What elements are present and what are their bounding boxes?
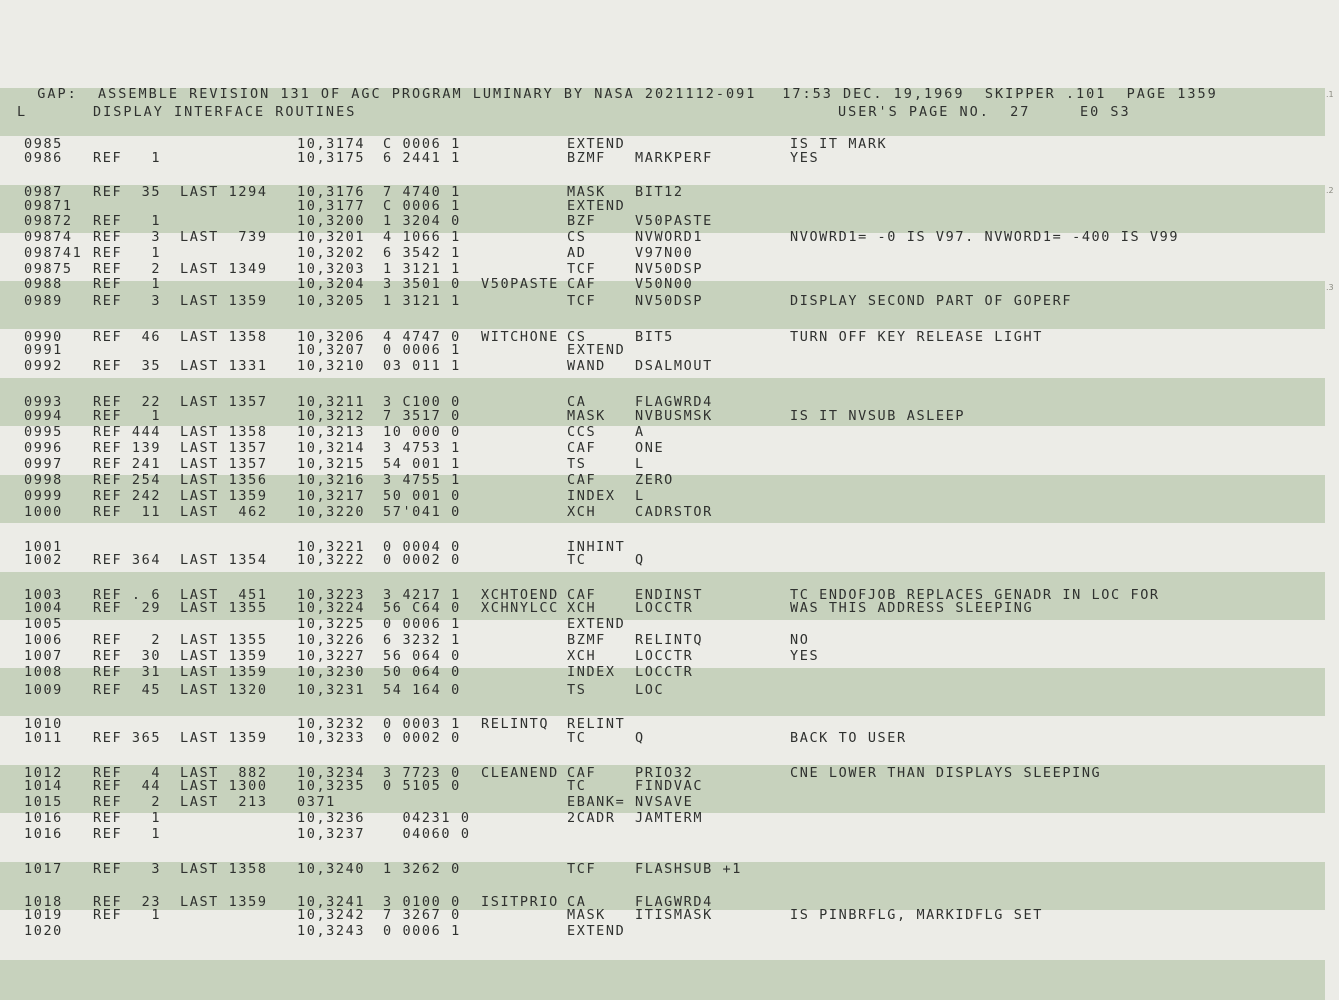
listing-line-number: 0990 xyxy=(24,329,63,345)
listing-line-number: 1015 xyxy=(24,794,63,810)
listing-line-number: 1018 xyxy=(24,894,63,910)
listing-operand: ONE xyxy=(635,440,665,456)
listing-ref-count: REF 241 xyxy=(93,456,162,472)
listing-address: 10,3205 xyxy=(297,293,366,309)
listing-octal-code: 0 0006 1 xyxy=(383,616,461,632)
listing-octal-code: 56 C64 0 xyxy=(383,600,461,616)
listing-comment: TURN OFF KEY RELEASE LIGHT xyxy=(790,329,1043,345)
listing-comment: WAS THIS ADDRESS SLEEPING xyxy=(790,600,1034,616)
listing-ref-count: REF 1 xyxy=(93,245,162,261)
listing-operand: FLAGWRD4 xyxy=(635,894,713,910)
listing-opcode: TCF xyxy=(567,261,597,277)
listing-address: 10,3201 xyxy=(297,229,366,245)
listing-opcode: TC xyxy=(567,778,587,794)
margin-mark: .3 xyxy=(1326,283,1334,292)
listing-last-ref: LAST 1359 xyxy=(180,730,268,746)
listing-octal-code: 3 0100 0 xyxy=(383,894,461,910)
listing-address: 10,3240 xyxy=(297,861,366,877)
listing-octal-code: 7 3517 0 xyxy=(383,408,461,424)
listing-comment: BACK TO USER xyxy=(790,730,907,746)
listing-opcode: EXTEND xyxy=(567,198,626,214)
listing-opcode: CCS xyxy=(567,424,597,440)
listing-address: 10,3176 xyxy=(297,184,366,200)
listing-opcode: TS xyxy=(567,456,587,472)
listing-opcode: TCF xyxy=(567,293,597,309)
listing-opcode: EXTEND xyxy=(567,923,626,939)
listing-octal-code: 4 1066 1 xyxy=(383,229,461,245)
listing-line-number: 1008 xyxy=(24,664,63,680)
listing-line-number: 1000 xyxy=(24,504,63,520)
listing-ref-count: REF 11 xyxy=(93,504,162,520)
listing-opcode: RELINT xyxy=(567,716,626,732)
listing-address: 10,3207 xyxy=(297,342,366,358)
listing-address: 10,3230 xyxy=(297,664,366,680)
listing-address: 10,3214 xyxy=(297,440,366,456)
listing-line-number: 09875 xyxy=(24,261,73,277)
listing-operand: L xyxy=(635,456,645,472)
listing-opcode: CA xyxy=(567,894,587,910)
listing-ref-count: REF 3 xyxy=(93,861,162,877)
listing-address: 10,3243 xyxy=(297,923,366,939)
listing-operand: ENDINST xyxy=(635,587,704,603)
listing-address: 10,3223 xyxy=(297,587,366,603)
listing-opcode: XCH xyxy=(567,504,597,520)
listing-opcode: CAF xyxy=(567,765,597,781)
listing-address: 10,3220 xyxy=(297,504,366,520)
listing-octal-code: 3 4755 1 xyxy=(383,472,461,488)
listing-address: 10,3241 xyxy=(297,894,366,910)
listing-octal-code: 0 5105 0 xyxy=(383,778,461,794)
listing-operand: NV50DSP xyxy=(635,293,704,309)
listing-opcode: WAND xyxy=(567,358,606,374)
listing-opcode: TC xyxy=(567,552,587,568)
listing-address: 10,3226 xyxy=(297,632,366,648)
header-right: 17:53 DEC. 19,1969 SKIPPER .101 PAGE 1359 xyxy=(782,86,1218,102)
listing-line-number: 1016 xyxy=(24,826,63,842)
listing-opcode: CAF xyxy=(567,440,597,456)
listing-operand: V50N00 xyxy=(635,276,694,292)
listing-octal-code: 04060 0 xyxy=(383,826,471,842)
listing-address: 10,3210 xyxy=(297,358,366,374)
listing-opcode: TC xyxy=(567,730,587,746)
listing-ref-count: REF 45 xyxy=(93,682,162,698)
listing-address: 10,3202 xyxy=(297,245,366,261)
listing-opcode: CS xyxy=(567,329,587,345)
listing-operand: MARKPERF xyxy=(635,150,713,166)
listing-line-number: 1016 xyxy=(24,810,63,826)
listing-octal-code: C 0006 1 xyxy=(383,136,461,152)
listing-last-ref: LAST 1331 xyxy=(180,358,268,374)
listing-line-number: 1017 xyxy=(24,861,63,877)
listing-opcode: CA xyxy=(567,394,587,410)
listing-last-ref: LAST 1355 xyxy=(180,632,268,648)
listing-line-number: 1011 xyxy=(24,730,63,746)
listing-address: 10,3211 xyxy=(297,394,366,410)
listing-operand: NVSAVE xyxy=(635,794,694,810)
listing-opcode: TCF xyxy=(567,861,597,877)
listing-octal-code: 50 001 0 xyxy=(383,488,461,504)
listing-comment: IS IT NVSUB ASLEEP xyxy=(790,408,966,424)
listing-address: 10,3234 xyxy=(297,765,366,781)
listing-line-number: 1019 xyxy=(24,907,63,923)
listing-opcode: EXTEND xyxy=(567,342,626,358)
listing-octal-code: 04231 0 xyxy=(383,810,471,826)
listing-symbol-label: V50PASTE xyxy=(481,276,559,292)
listing-opcode: CAF xyxy=(567,472,597,488)
listing-ref-count: REF 2 xyxy=(93,632,162,648)
listing-address: 10,3216 xyxy=(297,472,366,488)
listing-address: 10,3235 xyxy=(297,778,366,794)
listing-operand: LOCCTR xyxy=(635,664,694,680)
listing-ref-count: REF 3 xyxy=(93,229,162,245)
listing-ref-count: REF 1 xyxy=(93,276,162,292)
listing-operand: NVWORD1 xyxy=(635,229,704,245)
listing-line-number: 0993 xyxy=(24,394,63,410)
listing-octal-code: 3 3501 0 xyxy=(383,276,461,292)
listing-octal-code: 1 3121 1 xyxy=(383,293,461,309)
listing-octal-code: 56 064 0 xyxy=(383,648,461,664)
listing-octal-code: 10 000 0 xyxy=(383,424,461,440)
listing-opcode: MASK xyxy=(567,184,606,200)
listing-symbol-label: ISITPRIO xyxy=(481,894,559,910)
listing-ref-count: REF 1 xyxy=(93,907,162,923)
listing-last-ref: LAST 1357 xyxy=(180,456,268,472)
listing-last-ref: LAST 1355 xyxy=(180,600,268,616)
listing-operand: LOC xyxy=(635,682,665,698)
listing-octal-code: 3 4217 1 xyxy=(383,587,461,603)
listing-ref-count: REF 3 xyxy=(93,293,162,309)
listing-comment: NVOWRD1= -0 IS V97. NVWORD1= -400 IS V99 xyxy=(790,229,1180,245)
listing-line-number: 1007 xyxy=(24,648,63,664)
listing-last-ref: LAST 1358 xyxy=(180,861,268,877)
listing-ref-count: REF 242 xyxy=(93,488,162,504)
listing-line-number: 0994 xyxy=(24,408,63,424)
listing-operand: FLAGWRD4 xyxy=(635,394,713,410)
listing-octal-code: 03 011 1 xyxy=(383,358,461,374)
listing-ref-count: REF 31 xyxy=(93,664,162,680)
listing-octal-code: 57'041 0 xyxy=(383,504,461,520)
listing-opcode: TS xyxy=(567,682,587,698)
listing-ref-count: REF 46 xyxy=(93,329,162,345)
listing-operand: Q xyxy=(635,552,645,568)
listing-octal-code: 3 7723 0 xyxy=(383,765,461,781)
listing-last-ref: LAST 213 xyxy=(180,794,268,810)
listing-line-number: 0995 xyxy=(24,424,63,440)
listing-address: 10,3200 xyxy=(297,213,366,229)
listing-address: 10,3206 xyxy=(297,329,366,345)
listing-comment: YES xyxy=(790,150,820,166)
listing-line-number: 1002 xyxy=(24,552,63,568)
listing-operand: JAMTERM xyxy=(635,810,704,826)
listing-line-number: 09872 xyxy=(24,213,73,229)
listing-last-ref: LAST 1359 xyxy=(180,488,268,504)
listing-address: 10,3242 xyxy=(297,907,366,923)
listing-last-ref: LAST 1354 xyxy=(180,552,268,568)
listing-line-number: 1012 xyxy=(24,765,63,781)
listing-comment: TC ENDOFJOB REPLACES GENADR IN LOC FOR xyxy=(790,587,1160,603)
listing-opcode: BZMF xyxy=(567,150,606,166)
listing-line-number: 0997 xyxy=(24,456,63,472)
listing-last-ref: LAST 462 xyxy=(180,504,268,520)
listing-last-ref: LAST 1359 xyxy=(180,293,268,309)
listing-operand: BIT12 xyxy=(635,184,684,200)
listing-operand: L xyxy=(635,488,645,504)
margin-mark: .2 xyxy=(1326,186,1334,195)
listing-operand: ZERO xyxy=(635,472,674,488)
listing-comment: IS PINBRFLG, MARKIDFLG SET xyxy=(790,907,1043,923)
listing-operand: PRIO32 xyxy=(635,765,694,781)
listing-opcode: CAF xyxy=(567,587,597,603)
listing-line-number: 0988 xyxy=(24,276,63,292)
listing-last-ref: LAST 1359 xyxy=(180,664,268,680)
listing-opcode: EXTEND xyxy=(567,136,626,152)
listing-ref-count: REF 1 xyxy=(93,408,162,424)
margin-mark: .1 xyxy=(1326,90,1334,99)
listing-address: 10,3215 xyxy=(297,456,366,472)
listing-ref-count: REF . 6 xyxy=(93,587,162,603)
listing-opcode: EBANK= xyxy=(567,794,626,810)
listing-octal-code: 1 3204 0 xyxy=(383,213,461,229)
listing-symbol-label: XCHNYLCC xyxy=(481,600,559,616)
listing-opcode: INDEX xyxy=(567,488,616,504)
listing-last-ref: LAST 1358 xyxy=(180,424,268,440)
listing-operand: Q xyxy=(635,730,645,746)
listing-address: 10,3232 xyxy=(297,716,366,732)
print-header xyxy=(17,70,756,102)
listing-octal-code: 3 C100 0 xyxy=(383,394,461,410)
listing-opcode: MASK xyxy=(567,907,606,923)
listing-line-number: 0989 xyxy=(24,293,63,309)
listing-last-ref: LAST 1356 xyxy=(180,472,268,488)
listing-line-number: 0991 xyxy=(24,342,63,358)
listing-last-ref: LAST 882 xyxy=(180,765,268,781)
listing-opcode: 2CADR xyxy=(567,810,616,826)
listing-last-ref: LAST 1320 xyxy=(180,682,268,698)
listing-line-number: 1020 xyxy=(24,923,63,939)
listing-last-ref: LAST 1359 xyxy=(180,648,268,664)
listing-last-ref: LAST 451 xyxy=(180,587,268,603)
listing-ref-count: REF 22 xyxy=(93,394,162,410)
listing-operand: ITISMASK xyxy=(635,907,713,923)
listing-opcode: EXTEND xyxy=(567,616,626,632)
listing-address: 10,3174 xyxy=(297,136,366,152)
listing-line-number: 1004 xyxy=(24,600,63,616)
listing-line-number: 1001 xyxy=(24,539,63,555)
listing-line-number: 0996 xyxy=(24,440,63,456)
listing-last-ref: LAST 1300 xyxy=(180,778,268,794)
listing-line-number: 0999 xyxy=(24,488,63,504)
listing-octal-code: 0 0002 0 xyxy=(383,552,461,568)
listing-address: 10,3227 xyxy=(297,648,366,664)
listing-ref-count: REF 1 xyxy=(93,826,162,842)
listing-octal-code: 7 4740 1 xyxy=(383,184,461,200)
listing-comment: NO xyxy=(790,632,810,648)
listing-address: 10,3222 xyxy=(297,552,366,568)
listing-octal-code: 0 0006 1 xyxy=(383,342,461,358)
listing-line-number: 1006 xyxy=(24,632,63,648)
listing-octal-code: 3 4753 1 xyxy=(383,440,461,456)
listing-address: 10,3237 xyxy=(297,826,366,842)
listing-opcode: XCH xyxy=(567,600,597,616)
listing-line-number: 09871 xyxy=(24,198,73,214)
listing-operand: A xyxy=(635,424,645,440)
listing-ref-count: REF 29 xyxy=(93,600,162,616)
listing-ref-count: REF 30 xyxy=(93,648,162,664)
listing-octal-code: C 0006 1 xyxy=(383,198,461,214)
listing-line-number: 1014 xyxy=(24,778,63,794)
users-page-number: USER'S PAGE NO. 27 xyxy=(838,104,1031,120)
listing-octal-code: 54 164 0 xyxy=(383,682,461,698)
listing-ref-count: REF 444 xyxy=(93,424,162,440)
listing-octal-code: 50 064 0 xyxy=(383,664,461,680)
listing-ref-count: REF 139 xyxy=(93,440,162,456)
listing-octal-code: 6 3542 1 xyxy=(383,245,461,261)
listing-last-ref: LAST 739 xyxy=(180,229,268,245)
listing-line-number: 1010 xyxy=(24,716,63,732)
listing-comment: CNE LOWER THAN DISPLAYS SLEEPING xyxy=(790,765,1102,781)
listing-octal-code: 54 001 1 xyxy=(383,456,461,472)
listing-line-number: 1003 xyxy=(24,587,63,603)
listing-operand: DSALMOUT xyxy=(635,358,713,374)
listing-operand: V97N00 xyxy=(635,245,694,261)
listing-address: 10,3217 xyxy=(297,488,366,504)
listing-opcode: AD xyxy=(567,245,587,261)
listing-operand: RELINTQ xyxy=(635,632,704,648)
listing-line-number: 1005 xyxy=(24,616,63,632)
listing-ref-count: REF 35 xyxy=(93,184,162,200)
listing-address: 10,3203 xyxy=(297,261,366,277)
listing-address: 10,3177 xyxy=(297,198,366,214)
listing-opcode: BZMF xyxy=(567,632,606,648)
listing-last-ref: LAST 1359 xyxy=(180,894,268,910)
listing-operand: LOCCTR xyxy=(635,648,694,664)
listing-address: 10,3225 xyxy=(297,616,366,632)
print-header-right xyxy=(762,70,1218,102)
listing-address: 10,3213 xyxy=(297,424,366,440)
listing-operand: V50PASTE xyxy=(635,213,713,229)
listing-octal-code: 0 0003 1 xyxy=(383,716,461,732)
listing-last-ref: LAST 1294 xyxy=(180,184,268,200)
listing-opcode: CS xyxy=(567,229,587,245)
listing-operand: NV50DSP xyxy=(635,261,704,277)
listing-address: 10,3212 xyxy=(297,408,366,424)
listing-ref-count: REF 4 xyxy=(93,765,162,781)
listing-opcode: BZF xyxy=(567,213,597,229)
listing-last-ref: LAST 1358 xyxy=(180,329,268,345)
listing-address: 10,3204 xyxy=(297,276,366,292)
listing-octal-code: 7 3267 0 xyxy=(383,907,461,923)
listing-ref-count: REF 1 xyxy=(93,150,162,166)
listing-last-ref: LAST 1349 xyxy=(180,261,268,277)
listing-opcode: XCH xyxy=(567,648,597,664)
listing-symbol-label: CLEANEND xyxy=(481,765,559,781)
listing-last-ref: LAST 1357 xyxy=(180,440,268,456)
listing-operand: CADRSTOR xyxy=(635,504,713,520)
section-title: DISPLAY INTERFACE ROUTINES xyxy=(93,104,357,120)
listing-operand: LOCCTR xyxy=(635,600,694,616)
listing-line-number: 0986 xyxy=(24,150,63,166)
listing-octal-code: 1 3262 0 xyxy=(383,861,461,877)
listing-line-number: 0985 xyxy=(24,136,63,152)
listing-octal-code: 0 0006 1 xyxy=(383,923,461,939)
listing-comment: YES xyxy=(790,648,820,664)
listing-line-number: 0998 xyxy=(24,472,63,488)
listing-ref-count: REF 2 xyxy=(93,794,162,810)
listing-operand: FINDVAC xyxy=(635,778,704,794)
subheader-flag: L xyxy=(17,104,28,120)
page-code: E0 S3 xyxy=(1080,104,1131,120)
listing-ref-count: REF 23 xyxy=(93,894,162,910)
listing-address: 10,3224 xyxy=(297,600,366,616)
listing-address: 10,3231 xyxy=(297,682,366,698)
listing-octal-code: 4 4747 0 xyxy=(383,329,461,345)
header-left: GAP: ASSEMBLE REVISION 131 OF AGC PROGRAM LUMINARY BY NASA 2021112-091 xyxy=(37,86,757,102)
listing-address: 0371 xyxy=(297,794,336,810)
listing-ref-count: REF 44 xyxy=(93,778,162,794)
listing-line-number: 0992 xyxy=(24,358,63,374)
listing-line-number: 09874 xyxy=(24,229,73,245)
listing-octal-code: 0 0004 0 xyxy=(383,539,461,555)
listing-opcode: INHINT xyxy=(567,539,626,555)
listing-operand: NVBUSMSK xyxy=(635,408,713,424)
listing-address: 10,3221 xyxy=(297,539,366,555)
listing-opcode: CAF xyxy=(567,276,597,292)
listing-line-number: 098741 xyxy=(24,245,83,261)
listing-comment: IS IT MARK xyxy=(790,136,888,152)
greenbar-band xyxy=(0,960,1325,1000)
listing-octal-code: 1 3121 1 xyxy=(383,261,461,277)
listing-address: 10,3175 xyxy=(297,150,366,166)
listing-operand: FLASHSUB +1 xyxy=(635,861,743,877)
listing-operand: BIT5 xyxy=(635,329,674,345)
listing-octal-code: 0 0002 0 xyxy=(383,730,461,746)
listing-ref-count: REF 35 xyxy=(93,358,162,374)
listing-symbol-label: XCHTOEND xyxy=(481,587,559,603)
listing-comment: DISPLAY SECOND PART OF GOPERF xyxy=(790,293,1073,309)
listing-octal-code: 6 3232 1 xyxy=(383,632,461,648)
listing-address: 10,3233 xyxy=(297,730,366,746)
listing-symbol-label: WITCHONE xyxy=(481,329,559,345)
listing-ref-count: REF 1 xyxy=(93,810,162,826)
listing-ref-count: REF 364 xyxy=(93,552,162,568)
listing-octal-code: 6 2441 1 xyxy=(383,150,461,166)
listing-last-ref: LAST 1357 xyxy=(180,394,268,410)
listing-ref-count: REF 365 xyxy=(93,730,162,746)
listing-line-number: 0987 xyxy=(24,184,63,200)
listing-opcode: INDEX xyxy=(567,664,616,680)
listing-ref-count: REF 2 xyxy=(93,261,162,277)
listing-opcode: MASK xyxy=(567,408,606,424)
listing-ref-count: REF 1 xyxy=(93,213,162,229)
listing-ref-count: REF 254 xyxy=(93,472,162,488)
listing-symbol-label: RELINTQ xyxy=(481,716,550,732)
listing-address: 10,3236 xyxy=(297,810,366,826)
listing-line-number: 1009 xyxy=(24,682,63,698)
